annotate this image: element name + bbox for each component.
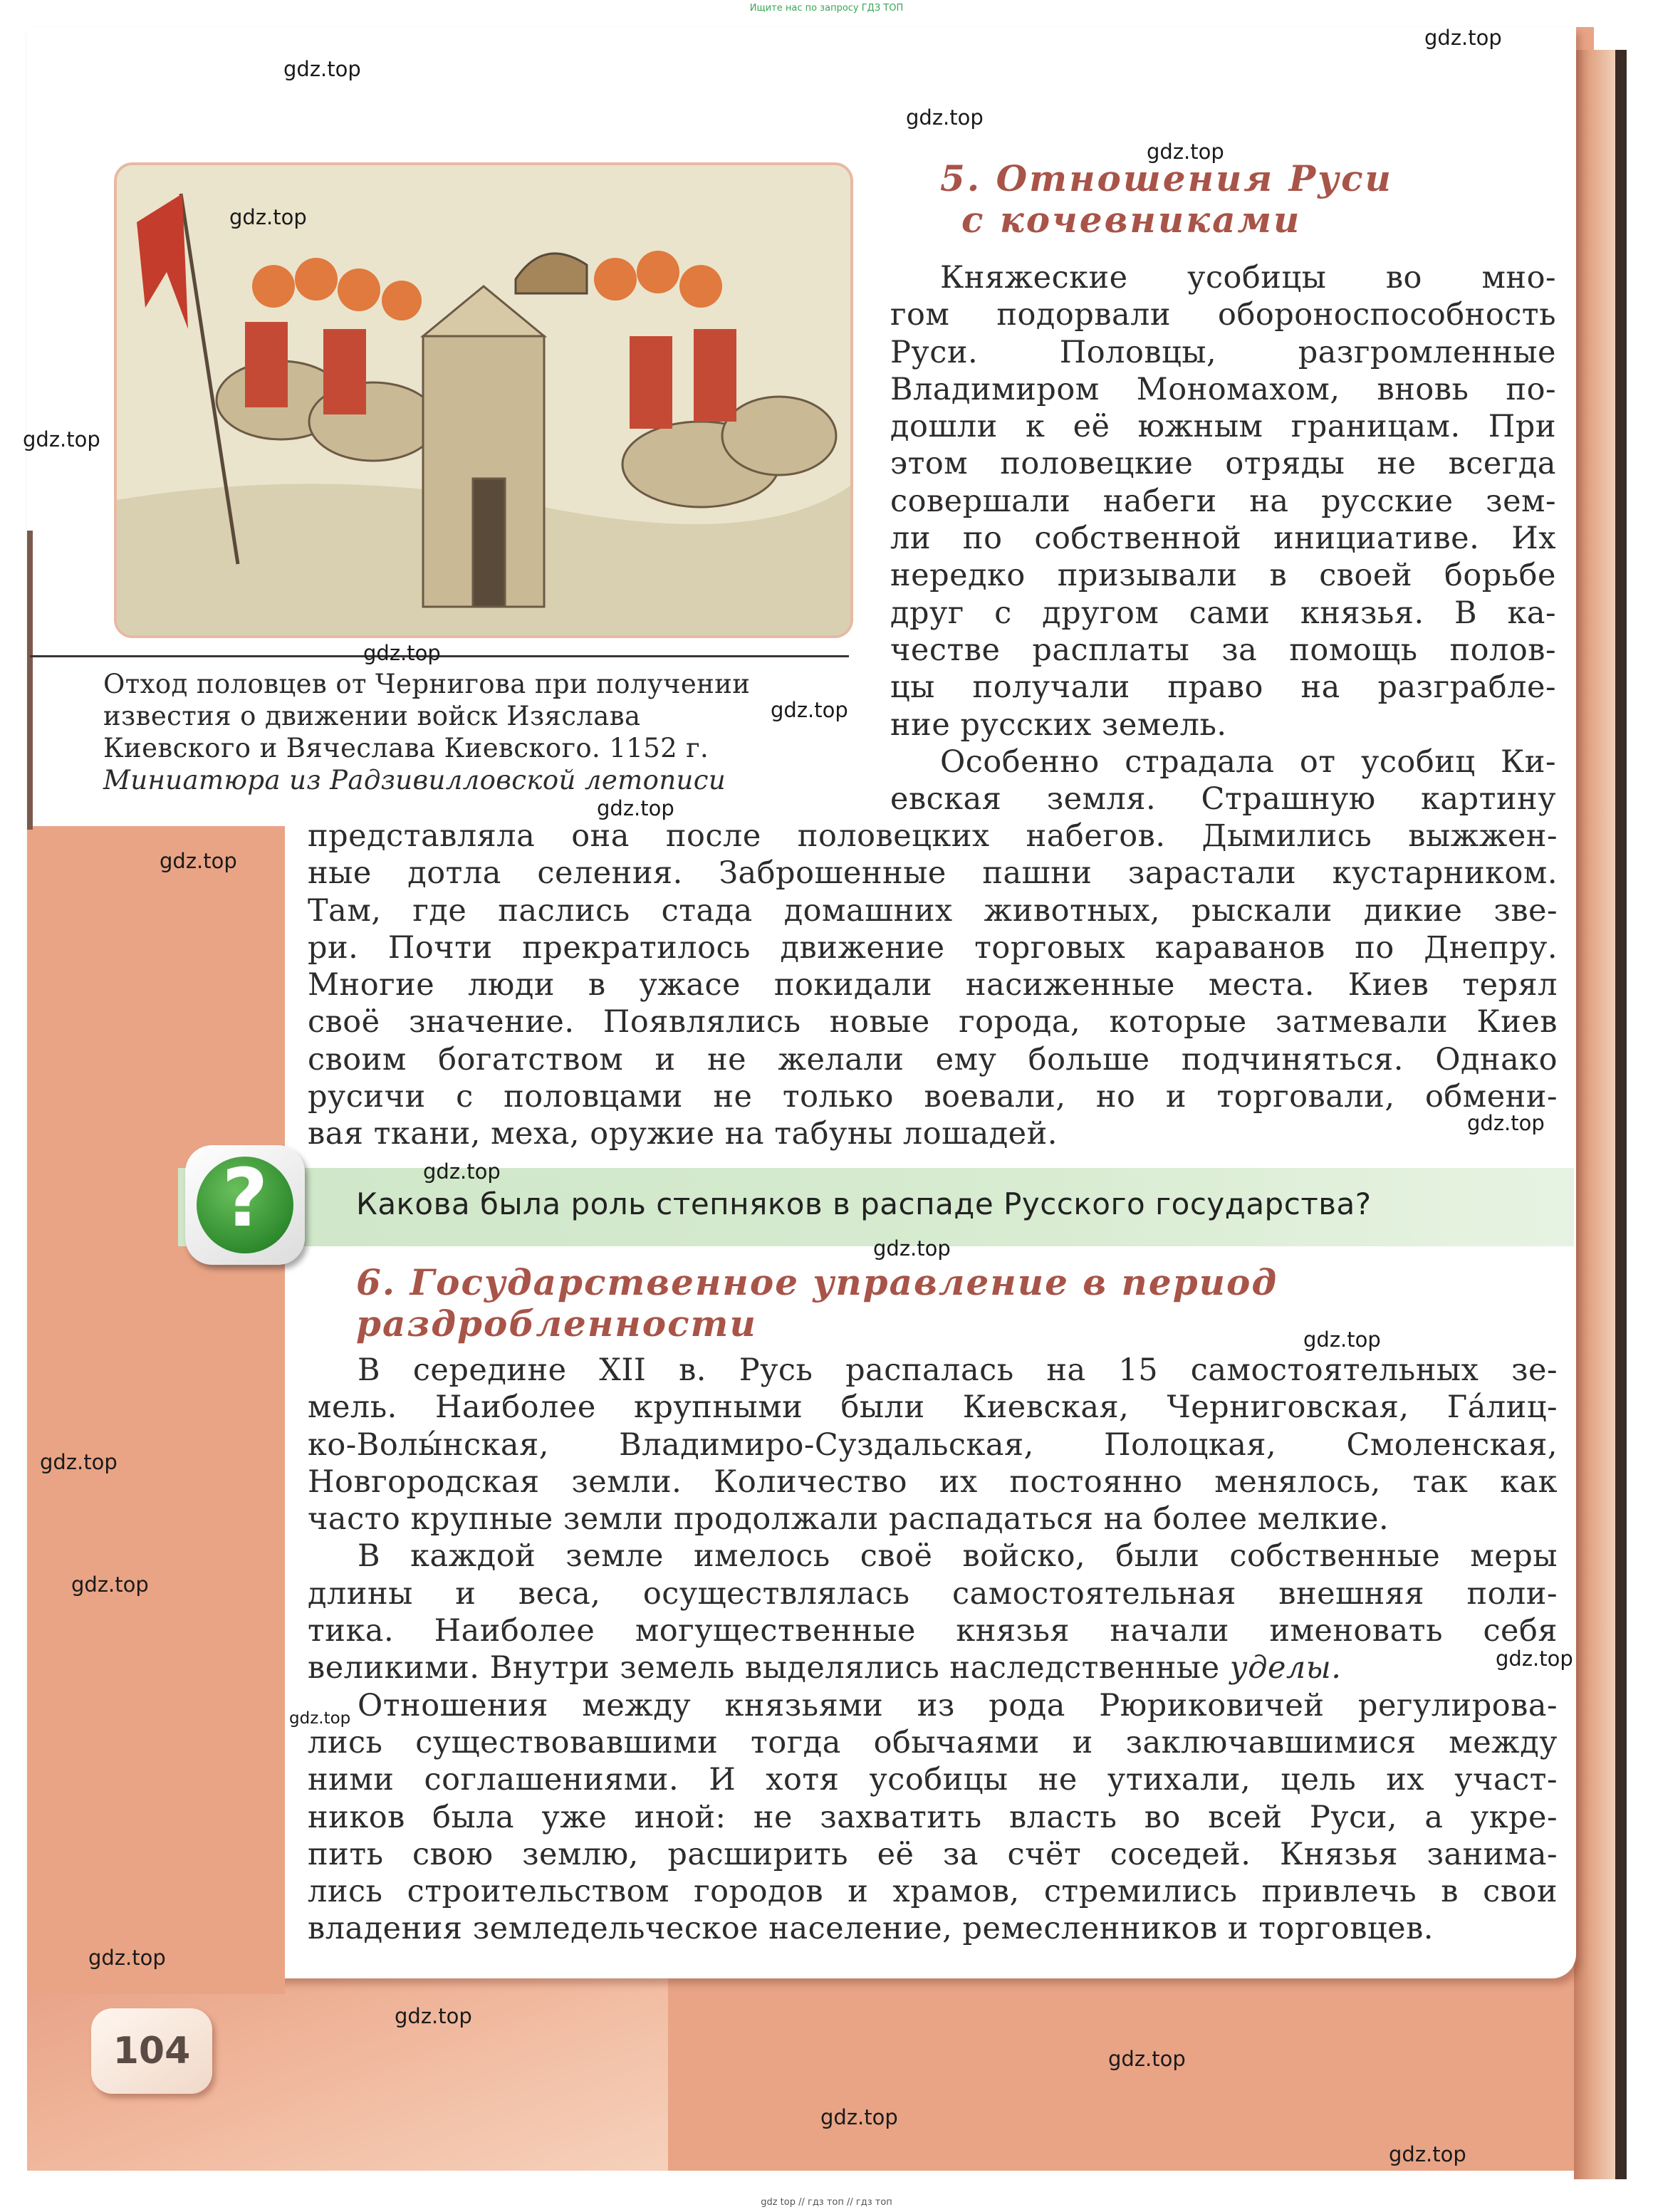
watermark: gdz.top	[1424, 26, 1502, 50]
text-line: длины и веса, осуществлялась самостоятельная внешняя поли-	[308, 1575, 1558, 1612]
orange-margin	[27, 826, 285, 1994]
watermark: gdz.top	[597, 796, 674, 820]
text-line: Руси. Половцы, разгромленные	[890, 334, 1556, 370]
text-line: Отношения между князьями из рода Рюриковичей регулирова-	[358, 1687, 1558, 1723]
text-line: Особенно страдала от усобиц Ки-	[940, 744, 1556, 780]
page-number: 104	[113, 2030, 191, 2072]
chronicle-miniature-image	[114, 162, 853, 638]
text-line: ников была уже иной: не захватить власть во всей Руси, а укре-	[308, 1799, 1558, 1835]
book-spine-shadow	[1615, 50, 1627, 2179]
text-line: Владимиром Мономахом, вновь по-	[890, 371, 1556, 407]
watermark: gdz.top	[906, 105, 984, 130]
margin-accent	[27, 531, 33, 830]
figure-caption	[103, 668, 858, 796]
section-6-paragraphs	[308, 1352, 1558, 1948]
section-5-paragraph-2	[308, 818, 1558, 1153]
text-line: В середине XII в. Русь распалась на 15 самостоятельных зе-	[358, 1352, 1558, 1388]
caption-source: Миниатюра из Радзивилловской летописи	[103, 765, 726, 795]
text-line: Новгородская земли. Количество их постоянно менялось, так как	[308, 1464, 1558, 1500]
watermark: gdz.top	[71, 1572, 149, 1597]
text-line: пить свою землю, расширить её за счёт соседей. Князья занима-	[308, 1836, 1558, 1872]
text-line: нередко призывали в своей борьбе	[890, 558, 1556, 594]
watermark: gdz.top	[1496, 1647, 1573, 1671]
watermark: gdz.top	[229, 205, 307, 229]
text-line: ко-Волы́нская, Владимиро-Суздальская, Полоцкая, Смоленская,	[308, 1426, 1558, 1463]
text-line: представляла она после половецких набегов. Дымились выжжен-	[308, 818, 1558, 854]
watermark: gdz.top	[1389, 2142, 1466, 2166]
text-line: евская земля. Страшную картину	[890, 781, 1556, 818]
text-line: друг с другом сами князья. В ка-	[890, 595, 1556, 631]
text-line: Княжеские усобицы во мно-	[940, 260, 1556, 296]
text-line: своим богатством и не желали ему больше подчиняться. Однако	[308, 1041, 1558, 1078]
section-5-heading	[940, 158, 1393, 241]
watermark: gdz.top	[1467, 1111, 1545, 1135]
text-line: Многие люди в ужасе покидали насиженные места. Киев терял	[308, 967, 1558, 1003]
text-line: гом подорвали обороноспособность	[890, 297, 1556, 333]
watermark: gdz.top	[423, 1159, 501, 1184]
section-6-heading	[356, 1262, 1278, 1345]
watermark: gdz.top	[40, 1450, 118, 1474]
text-line: лись строительством городов и храмов, стремились привлечь в свои	[308, 1874, 1558, 1910]
text-line: ли по собственной инициативе. Их	[890, 521, 1556, 557]
watermark: gdz.top	[23, 427, 100, 452]
question-mark-icon: ?	[185, 1145, 305, 1265]
text-line: русичи с половцами не только воевали, но и торговали, обмени-	[308, 1079, 1558, 1115]
term-udely: уделы.	[1229, 1650, 1342, 1686]
section-6-heading-line1: 6. Государственное управление в период	[356, 1261, 1278, 1303]
caption-line: известия о движении войск Изяслава	[103, 701, 641, 731]
text-line: дошли к её южным границам. При	[890, 409, 1556, 445]
watermark: gdz.top	[395, 2004, 472, 2028]
text-line: владения земледельческое население, ремесленников и торговцев.	[308, 1911, 1434, 1947]
watermark: gdz.top	[88, 1946, 166, 1970]
text-line: В каждой земле имелось своё войско, были собственные меры	[358, 1538, 1558, 1575]
text-line	[308, 1649, 1558, 1686]
text-line: ри. Почти прекратилось движение торговых караванов по Днепру.	[308, 929, 1558, 966]
text-line: вая ткани, меха, оружие на табуны лошадей.	[308, 1116, 1058, 1152]
text-line: лись существовавшими тогда обычаями и заключавшимися между	[308, 1724, 1558, 1760]
text-line: ние русских земель.	[890, 706, 1227, 743]
text-line: Там, где паслись стада домашних животных, рыскали дикие зве-	[308, 892, 1558, 929]
text-line: этом половецкие отряды не всегда	[890, 446, 1556, 482]
text-line: совершали набеги на русские зем-	[890, 483, 1556, 519]
page-number-badge	[91, 2008, 212, 2094]
bottom-note: gdz top // гдз топ // гдз топ	[761, 2197, 892, 2208]
watermark: gdz.top	[873, 1236, 951, 1261]
section-5-heading-line1: 5. Отношения Руси	[940, 157, 1393, 199]
book-spine-edge	[1574, 50, 1617, 2179]
watermark: gdz.top	[1147, 140, 1224, 164]
text-line: мель. Наиболее крупными были Киевская, Черниговская, Га́лиц-	[308, 1389, 1558, 1426]
question-text: Какова была роль степняков в распаде Русского государства?	[356, 1186, 1372, 1221]
watermark: gdz.top	[820, 2105, 898, 2129]
text-line: часто крупные земли продолжали распадаться на более мелкие.	[308, 1501, 1389, 1538]
text-line: цы получали право на разграбле-	[890, 669, 1556, 706]
caption-line: Отход половцев от Чернигова при получении	[103, 669, 751, 699]
text-line: своё значение. Появлялись новые города, которые затмевали Киев	[308, 1004, 1558, 1040]
watermark: gdz.top	[160, 849, 237, 873]
section-6-heading-line2: раздробленности	[356, 1303, 757, 1345]
watermark: gdz.top	[283, 57, 361, 81]
text-line: ними соглашениями. И хотя усобицы не утихали, цель их участ-	[308, 1762, 1558, 1798]
section-5-paragraph-1	[890, 259, 1556, 818]
caption-line: Киевского и Вячеслава Киевского. 1152 г.	[103, 733, 709, 763]
watermark: gdz.top	[771, 698, 848, 722]
text-line: тика. Наиболее могущественные князья начали именовать себя	[308, 1613, 1558, 1649]
watermark: gdz.top	[1303, 1327, 1381, 1352]
section-5-heading-line2: с кочевниками	[961, 199, 1302, 241]
watermark: gdz.top	[1108, 2047, 1186, 2071]
text-line: ные дотла селения. Заброшенные пашни зарастали кустарником.	[308, 855, 1558, 892]
top-note: Ищите нас по запросу ГДЗ ТОП	[749, 3, 904, 14]
watermark: gdz.top	[363, 641, 441, 665]
text-line: честве расплаты за помощь полов-	[890, 632, 1556, 668]
text-fragment: великими. Внутри земель выделялись наследственные	[308, 1650, 1220, 1686]
watermark: gdz.top	[289, 1709, 351, 1728]
